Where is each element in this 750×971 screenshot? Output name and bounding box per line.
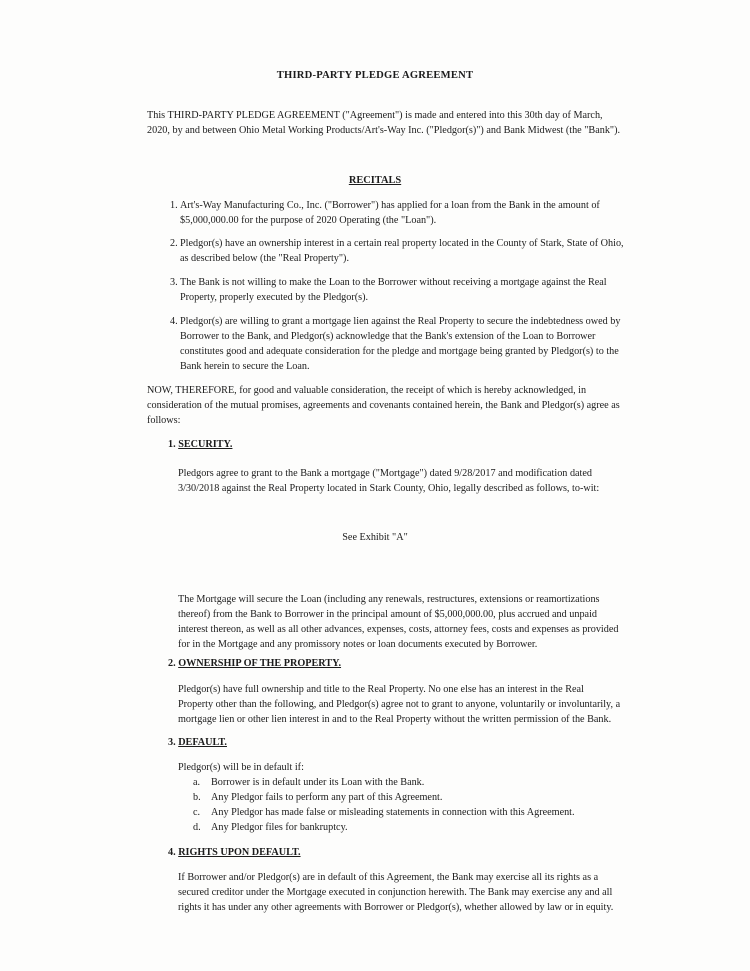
recital-number: 4.	[170, 316, 178, 327]
text-line: for in the Mortgage and any promissory notes or loan documents executed by Borrower.	[178, 639, 538, 650]
now-therefore-paragraph	[147, 383, 620, 428]
recitals-heading: RECITALS	[348, 175, 402, 186]
text-line: Borrower to the Bank, and Pledgor(s) acknowledge that the Bank's extension of the Loan to Borrower	[180, 331, 596, 342]
text-line: 2020, by and between Ohio Metal Working Products/Art's-Way Inc. ("Pledgor(s)") and Bank Midwest (the "Bank").	[147, 125, 621, 136]
intro-paragraph	[147, 108, 620, 138]
recital-item	[180, 236, 624, 266]
section-number: 2.	[168, 658, 176, 669]
recital-item	[180, 275, 607, 305]
recital-item	[180, 198, 600, 228]
text-line: consideration of the mutual promises, agreements and covenants contained herein, the Bank and Pledgor(s) agree as	[147, 400, 620, 411]
recital-number: 1.	[170, 200, 178, 211]
default-item	[193, 790, 442, 805]
section-paragraph	[178, 466, 599, 496]
item-text: Any Pledgor has made false or misleading statements in connection with this Agreement.	[211, 807, 575, 818]
text-line: thereof) from the Bank to Borrower in the principal amount of $5,000,000.00, plus accrued and unpaid	[178, 609, 597, 620]
item-text: Borrower is in default under its Loan with the Bank.	[211, 777, 425, 788]
text-line: Art's-Way Manufacturing Co., Inc. ("Borrower") has applied for a loan from the Bank in the amount of	[180, 200, 600, 211]
default-intro: Pledgor(s) will be in default if:	[178, 762, 304, 773]
section-title: SECURITY.	[178, 439, 233, 450]
text-line: The Bank is not willing to make the Loan to the Borrower without receiving a mortgage against the Real	[180, 277, 607, 288]
section-paragraph	[178, 592, 618, 652]
exhibit-reference: See Exhibit "A"	[342, 532, 408, 543]
text-line: Pledgor(s) are willing to grant a mortgage lien against the Real Property to secure the indebtedness owed by	[180, 316, 621, 327]
item-text: Any Pledgor files for bankruptcy.	[211, 822, 348, 833]
recital-number: 2.	[170, 238, 178, 249]
text-line: constitutes good and adequate consideration for the pledge and mortgage being granted by Pledgor(s) to the	[180, 346, 619, 357]
section-title: DEFAULT.	[178, 737, 227, 748]
text-line: follows:	[147, 415, 181, 426]
text-line: interest thereon, as well as all other advances, expenses, costs, attorney fees, costs and expenses as provided	[178, 624, 619, 635]
text-line: Pledgors agree to grant to the Bank a mortgage ("Mortgage") dated 9/28/2017 and modification dated	[178, 468, 593, 479]
section-number: 4.	[168, 847, 176, 858]
default-item	[193, 775, 424, 790]
section-number: 1.	[168, 439, 176, 450]
item-letter: c.	[193, 807, 201, 818]
text-line: $5,000,000.00 for the purpose of 2020 Operating (the "Loan").	[180, 215, 437, 226]
text-line: The Mortgage will secure the Loan (including any renewals, restructures, extensions or reamortizations	[178, 594, 600, 605]
item-text: Any Pledgor fails to perform any part of this Agreement.	[211, 792, 443, 803]
section-paragraph	[178, 682, 620, 727]
recital-number: 3.	[170, 277, 178, 288]
section-title: OWNERSHIP OF THE PROPERTY.	[178, 658, 342, 669]
section-number: 3.	[168, 737, 176, 748]
default-item	[193, 805, 575, 820]
item-letter: a.	[193, 777, 201, 788]
section-paragraph	[178, 870, 613, 915]
text-line: mortgage lien or other lien interest in and to the Real Property without the written permission of the Bank.	[178, 714, 612, 725]
section-heading-rights	[168, 845, 301, 860]
section-heading-default	[168, 735, 227, 750]
text-line: Pledgor(s) have full ownership and title to the Real Property. No one else has an interest in the Real	[178, 684, 584, 695]
item-letter: d.	[193, 822, 201, 833]
document-title: THIRD-PARTY PLEDGE AGREEMENT	[276, 70, 474, 81]
text-line: Pledgor(s) have an ownership interest in a certain real property located in the County of Stark, State of Ohio,	[180, 238, 624, 249]
section-title: RIGHTS UPON DEFAULT.	[178, 847, 301, 858]
section-heading-security	[168, 437, 232, 452]
text-line: NOW, THEREFORE, for good and valuable consideration, the receipt of which is hereby acknowledged, in	[147, 385, 587, 396]
item-letter: b.	[193, 792, 201, 803]
text-line: If Borrower and/or Pledgor(s) are in default of this Agreement, the Bank may exercise all its rights as a	[178, 872, 599, 883]
text-line: Property other than the following, and Pledgor(s) agree not to grant to anyone, voluntarily or involuntarily, a	[178, 699, 621, 710]
text-line: Bank herein to secure the Loan.	[180, 361, 310, 372]
text-line: This THIRD-PARTY PLEDGE AGREEMENT ("Agreement") is made and entered into this 30th day of March,	[147, 110, 603, 121]
default-item	[193, 820, 348, 835]
text-line: Property, properly executed by the Pledgor(s).	[180, 292, 369, 303]
text-line: rights it has under any other agreements with Borrower or Pledgor(s), whether allowed by law or in equity.	[178, 902, 614, 913]
text-line: secured creditor under the Mortgage executed in conjunction herewith. The Bank may exercise any and all	[178, 887, 613, 898]
text-line: as described below (the "Real Property").	[180, 253, 349, 264]
recital-item	[180, 314, 621, 374]
section-heading-ownership	[168, 656, 341, 671]
text-line: 3/30/2018 against the Real Property located in Stark County, Ohio, legally described as follows, to-wit:	[178, 483, 600, 494]
